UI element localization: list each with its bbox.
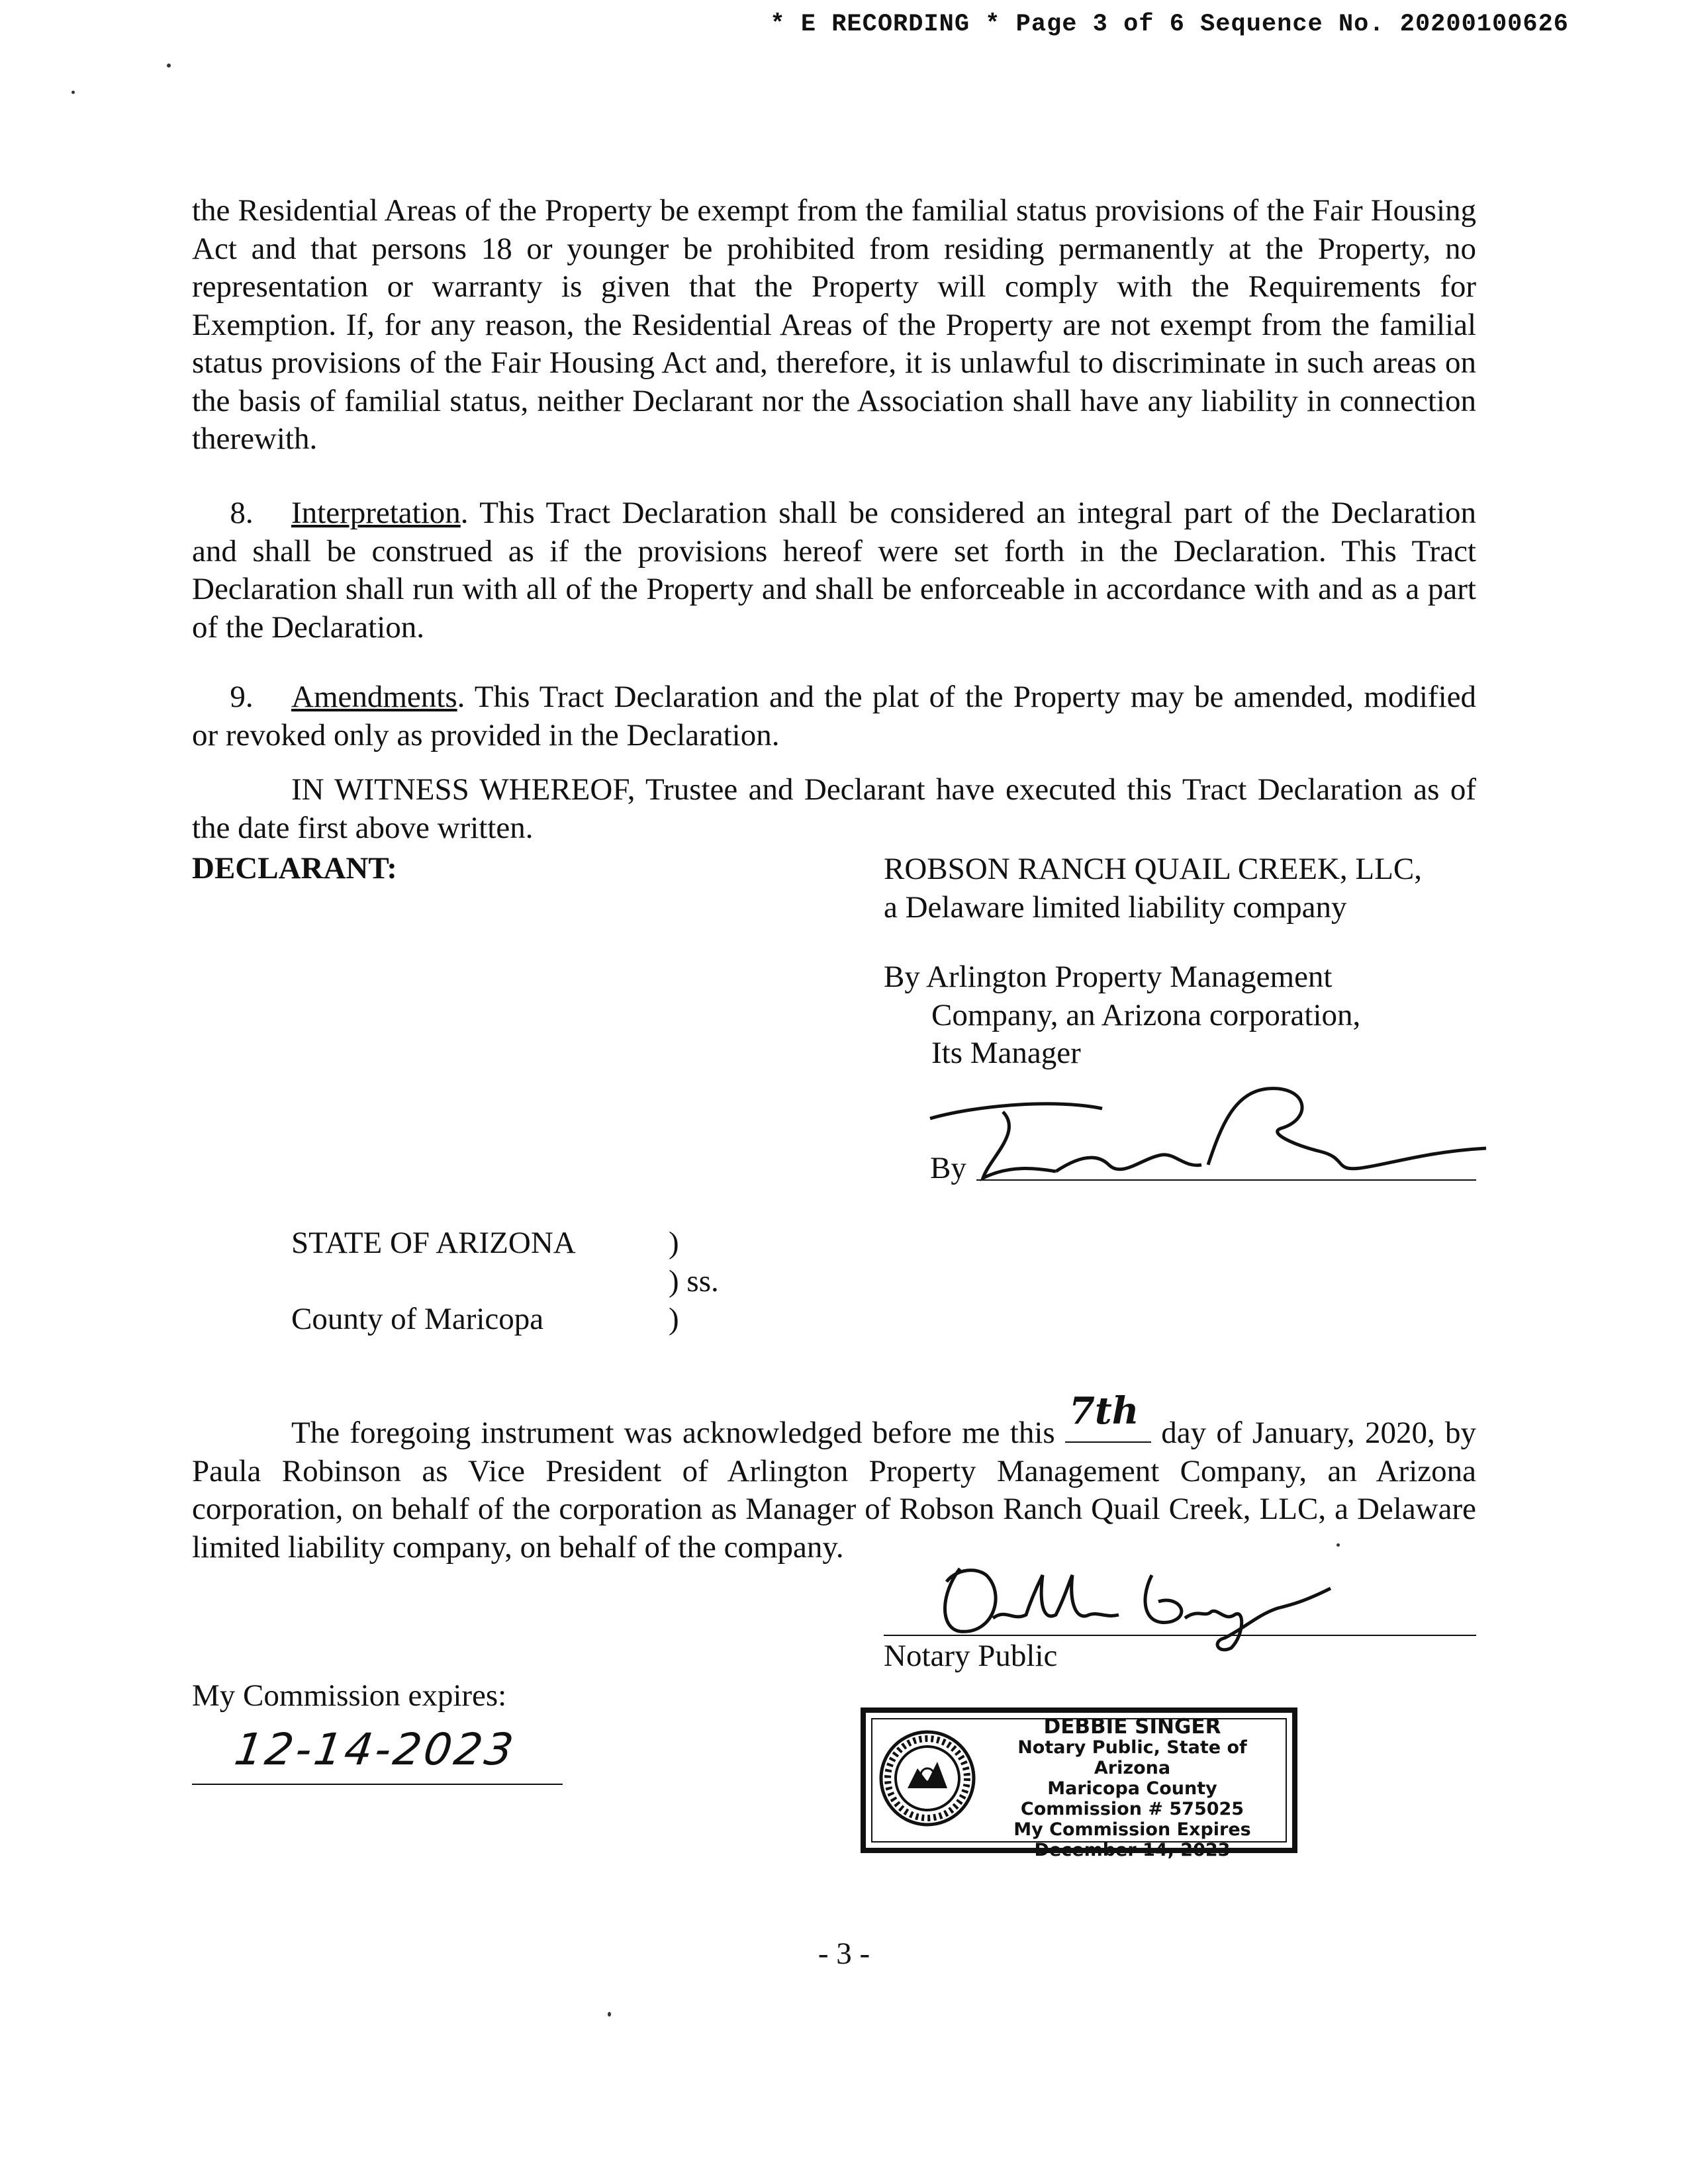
- scan-speck: [167, 64, 171, 68]
- stamp-notary-name: DEBBIE SINGER: [1043, 1715, 1221, 1739]
- commission-date-line: [192, 1784, 563, 1785]
- section-9-amendments: [192, 678, 1476, 754]
- ack-after: day of January, 2020, by Paula Robinson as Vice President of Arlington Property Management Company, an Arizona corporation, on behalf of the corporation as Manager of Robson Ranch Quail Creek, LLC, a Delaware limited liability company, on behalf of the company.: [192, 1416, 1476, 1565]
- stamp-line-5: My Commission Expires: [1013, 1819, 1251, 1840]
- stamp-line-4: Commission # 575025: [1020, 1799, 1244, 1819]
- section-9-number: 9.: [230, 680, 254, 714]
- manager-line-1: By Arlington Property Management: [884, 960, 1333, 994]
- ack-day-blank: [1065, 1389, 1151, 1443]
- stamp-line-6: December 14, 2023: [1034, 1840, 1231, 1860]
- manager-line-2: Company, an Arizona corporation,: [931, 997, 1361, 1032]
- scan-speck: [608, 2012, 611, 2017]
- notary-public-label: Notary Public: [884, 1639, 1058, 1673]
- stamp-line-2: Notary Public, State of Arizona: [1017, 1737, 1247, 1778]
- state-seal-icon: [878, 1729, 977, 1828]
- commission-date-handwritten: 12-14-2023: [231, 1724, 519, 1775]
- declarant-label: DECLARANT:: [192, 851, 397, 886]
- page-number: - 3 -: [818, 1936, 870, 1971]
- paragraph-exemption: the Residential Areas of the Property be exempt from the familial status provisions of the Fair Housing Act and that persons 18 or younger be prohibited from residing permanently at the Property, no representation or warranty is given that the Property will comply with the Requirements for Exemption. If, for any reason, the Residential Areas of the Property are not exempt from the familial status provisions of the Fair Housing Act and, therefore, it is unlawful to discriminate in such areas on the basis of familial status, neither Declarant nor the Association shall have any liability in connection therewith.: [192, 193, 1476, 456]
- declarant-signature: [923, 1079, 1493, 1191]
- company-name: ROBSON RANCH QUAIL CREEK, LLC,: [884, 852, 1422, 886]
- notary-stamp: [861, 1707, 1297, 1860]
- witness-clause: [192, 771, 1476, 847]
- venue-brackets: [669, 1224, 719, 1339]
- section-9-text: . This Tract Declaration and the plat of the Property may be amended, modified or revoked only as provided in the Declaration.: [192, 680, 1476, 752]
- ack-day: 7th: [1068, 1389, 1139, 1433]
- commission-expires-label: My Commission expires:: [192, 1678, 507, 1713]
- venue-names: [291, 1224, 576, 1339]
- scan-speck: [71, 91, 75, 94]
- recording-header: * E RECORDING * Page 3 of 6 Sequence No. 20200100626: [770, 11, 1569, 38]
- manager-block: [884, 958, 1360, 1073]
- section-8-heading: Interpretation: [291, 496, 461, 530]
- company-type: a Delaware limited liability company: [884, 889, 1347, 925]
- company-block: [884, 850, 1422, 927]
- notary-signature-line: [884, 1635, 1476, 1636]
- scan-speck: [1336, 1543, 1340, 1547]
- venue-paren-3: ): [669, 1302, 679, 1336]
- venue-state: STATE OF ARIZONA: [291, 1226, 576, 1260]
- ack-before: The foregoing instrument was acknowledged before me this: [291, 1416, 1055, 1450]
- stamp-text: [982, 1717, 1283, 1860]
- section-8-interpretation: [192, 494, 1476, 647]
- section-9-heading: Amendments: [291, 680, 457, 714]
- signature-by-label: By: [930, 1151, 966, 1185]
- venue-paren-1: ): [669, 1226, 679, 1260]
- witness-text: IN WITNESS WHEREOF, Trustee and Declarant have executed this Tract Declaration as of the date first above written.: [192, 772, 1476, 845]
- venue-ss: ) ss.: [669, 1263, 719, 1298]
- manager-line-3: Its Manager: [931, 1036, 1081, 1070]
- section-8-number: 8.: [230, 496, 254, 530]
- section-8-text: . This Tract Declaration shall be considered an integral part of the Declaration and shall be construed as if the provisions hereof were set forth in the Declaration. This Tract Declaration shall run with all of the Property and shall be enforceable in accordance with and as a part of the Declaration.: [192, 496, 1476, 645]
- stamp-line-3: Maricopa County: [1047, 1778, 1217, 1799]
- venue-county: County of Maricopa: [291, 1302, 544, 1336]
- acknowledgment-paragraph: [192, 1389, 1476, 1567]
